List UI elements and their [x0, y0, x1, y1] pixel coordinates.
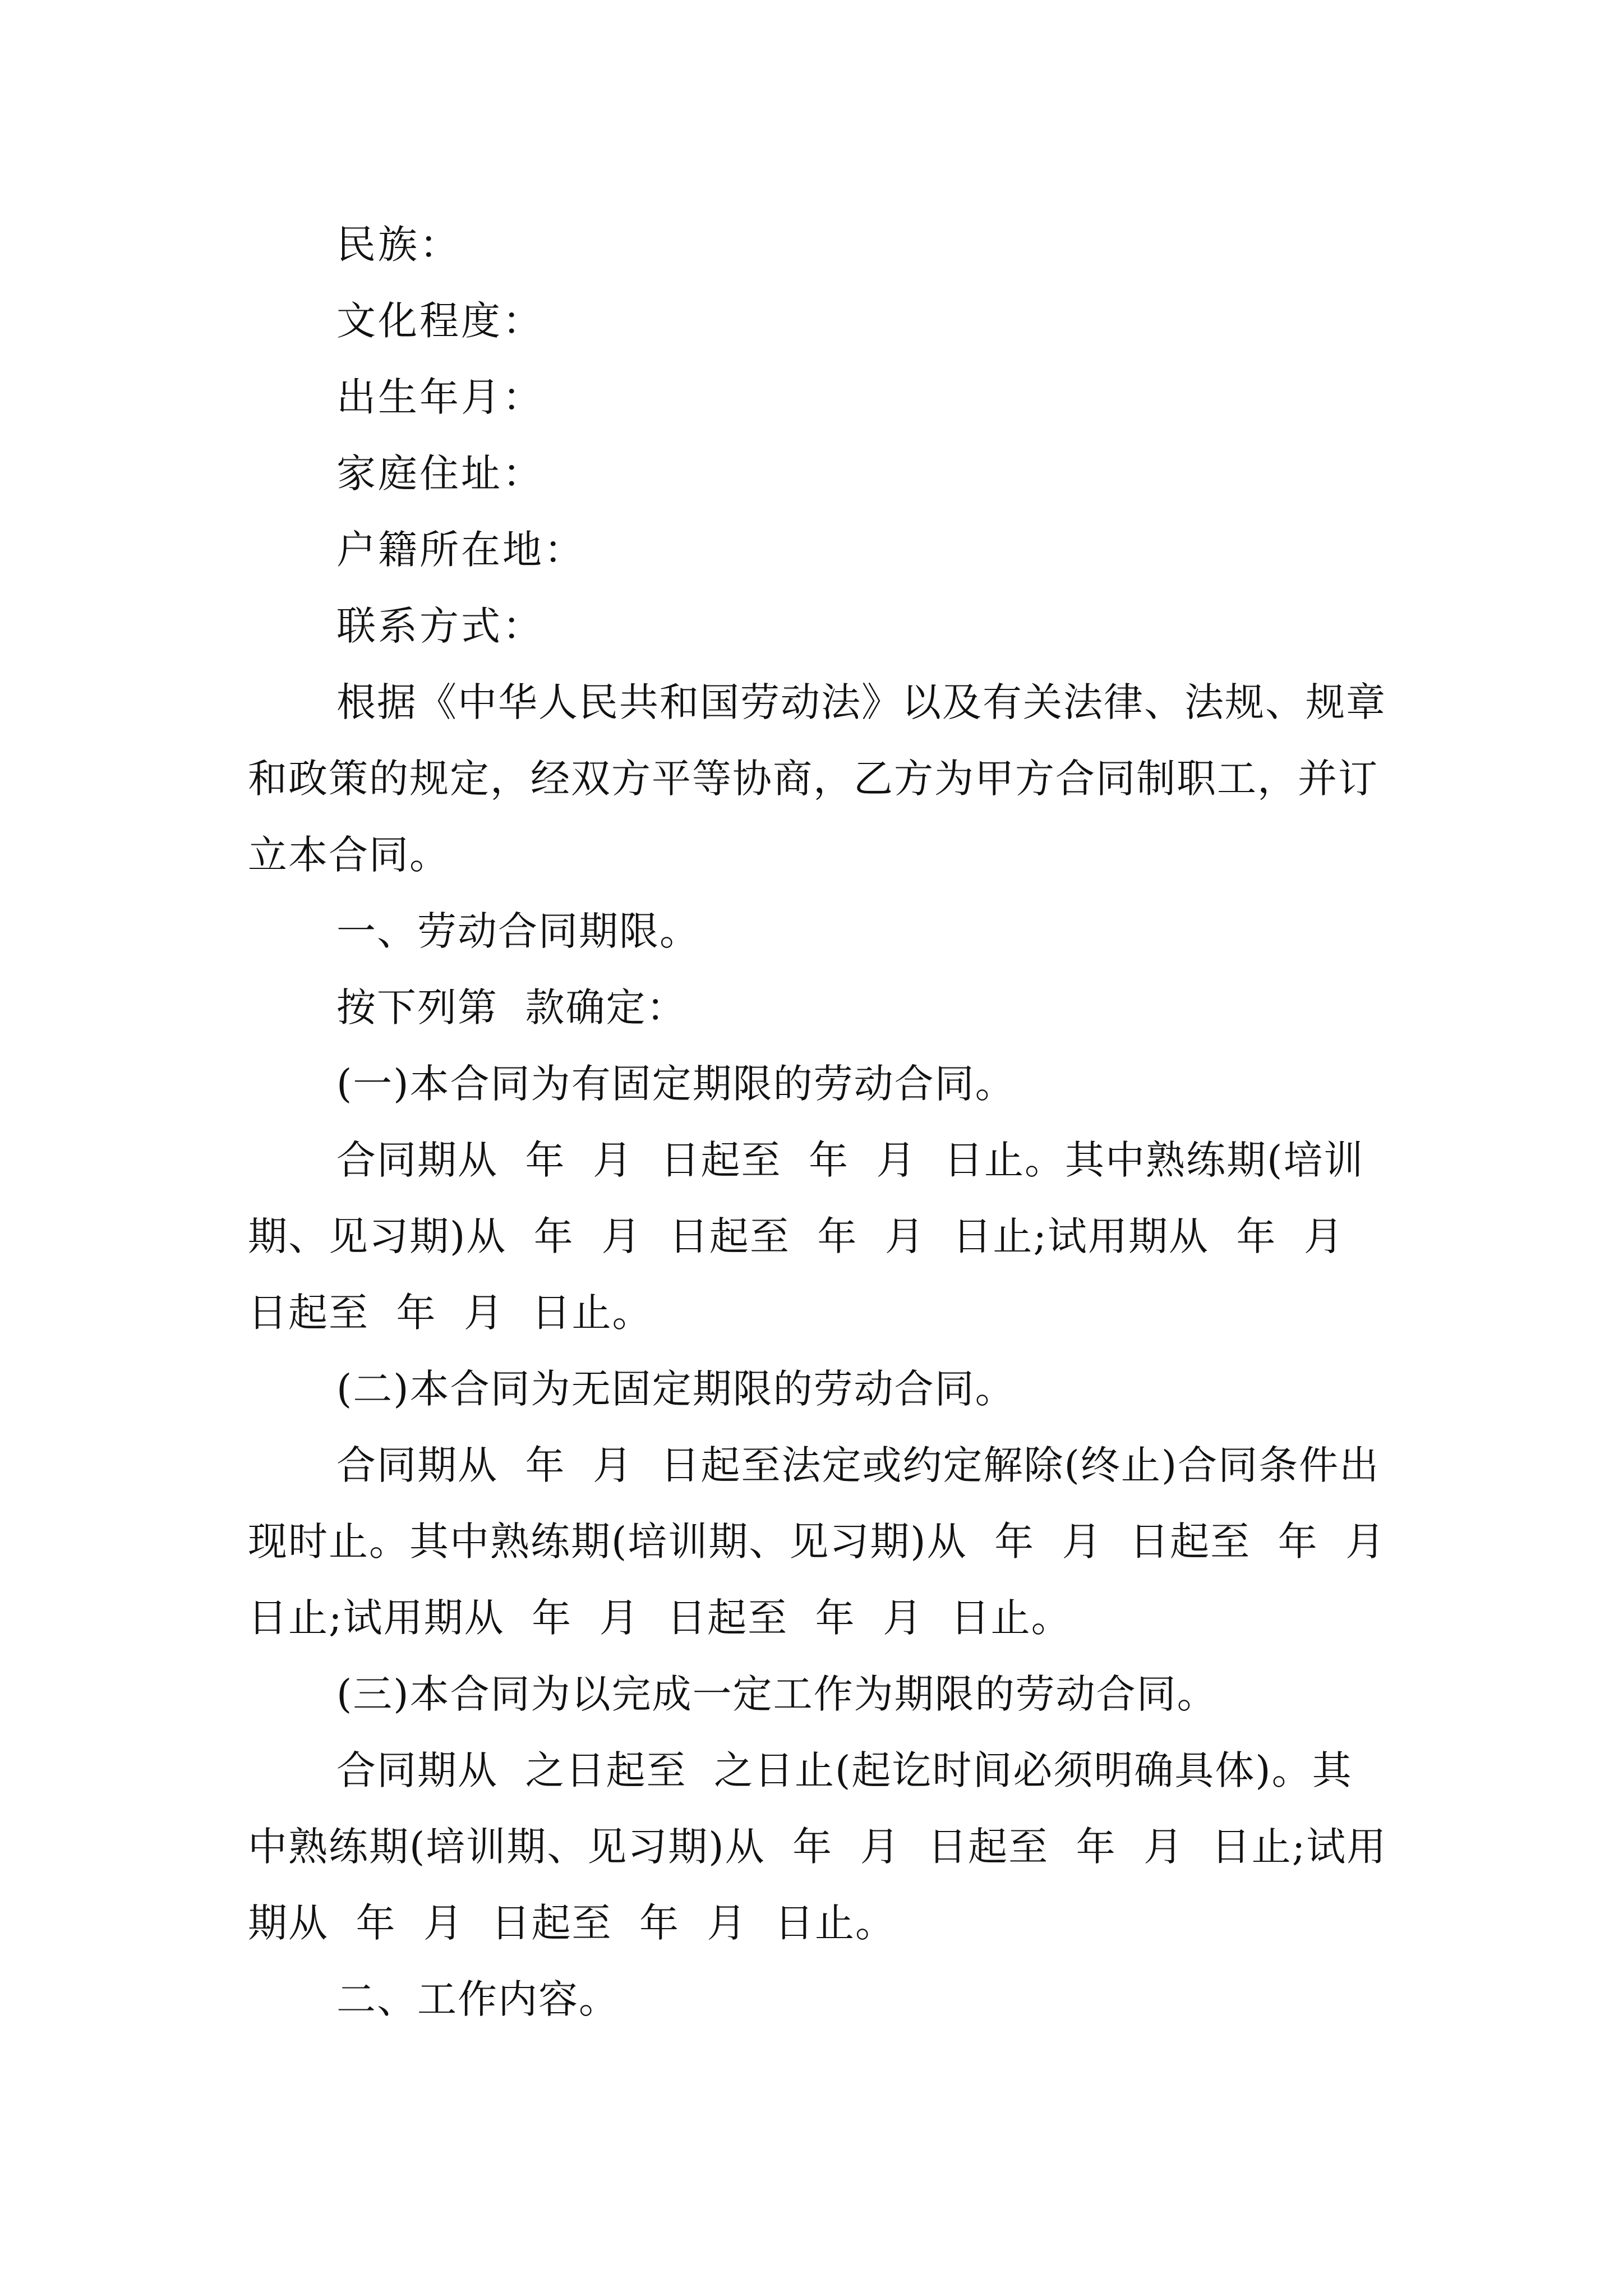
clause-task-based-term: (三)本合同为以完成一定工作为期限的劳动合同。 [336, 1671, 1218, 1717]
clause-fixed-term: (一)本合同为有固定期限的劳动合同。 [336, 1061, 1016, 1107]
field-ethnicity: 民族： [336, 222, 461, 268]
field-contact: 联系方式： [336, 603, 544, 649]
paragraph-fixed-term-dates: 合同期从 年 月 日起至 年 月 日止。其中熟练期(培训期、见习期)从 年 月 日起至 年 月 日止;试用期从 年 月 日起至 年 月 日止。 [248, 1137, 1372, 1336]
section-heading-work-content: 二、工作内容。 [336, 1976, 619, 2022]
paragraph-preamble: 根据《中华人民共和国劳动法》以及有关法律、法规、规章和政策的规定，经双方平等协商，乙方为甲方合同制职工，并订立本合同。 [248, 679, 1386, 878]
paragraph-task-based-dates: 合同期从 之日起至 之日止(起讫时间必须明确具体)。其中熟练期(培训期、见习期)从 年 月 日起至 年 月 日止;试用期从 年 月 日起至 年 月 日止。 [248, 1747, 1387, 1946]
field-birth-date: 出生年月： [336, 374, 544, 420]
document-body [248, 206, 1413, 2037]
field-household-registration: 户籍所在地： [336, 527, 585, 573]
section-heading-contract-term: 一、劳动合同期限。 [336, 908, 700, 954]
field-home-address: 家庭住址： [336, 450, 544, 496]
paragraph-term-selection: 按下列第 款确定： [336, 984, 687, 1030]
field-education: 文化程度： [336, 298, 544, 344]
clause-open-ended-term: (二)本合同为无固定期限的劳动合同。 [336, 1366, 1016, 1412]
paragraph-open-ended-dates: 合同期从 年 月 日起至法定或约定解除(终止)合同条件出现时止。其中熟练期(培训期、见习期)从 年 月 日起至 年 月 日止;试用期从 年 月 日起至 年 月 日止。 [248, 1442, 1413, 1641]
